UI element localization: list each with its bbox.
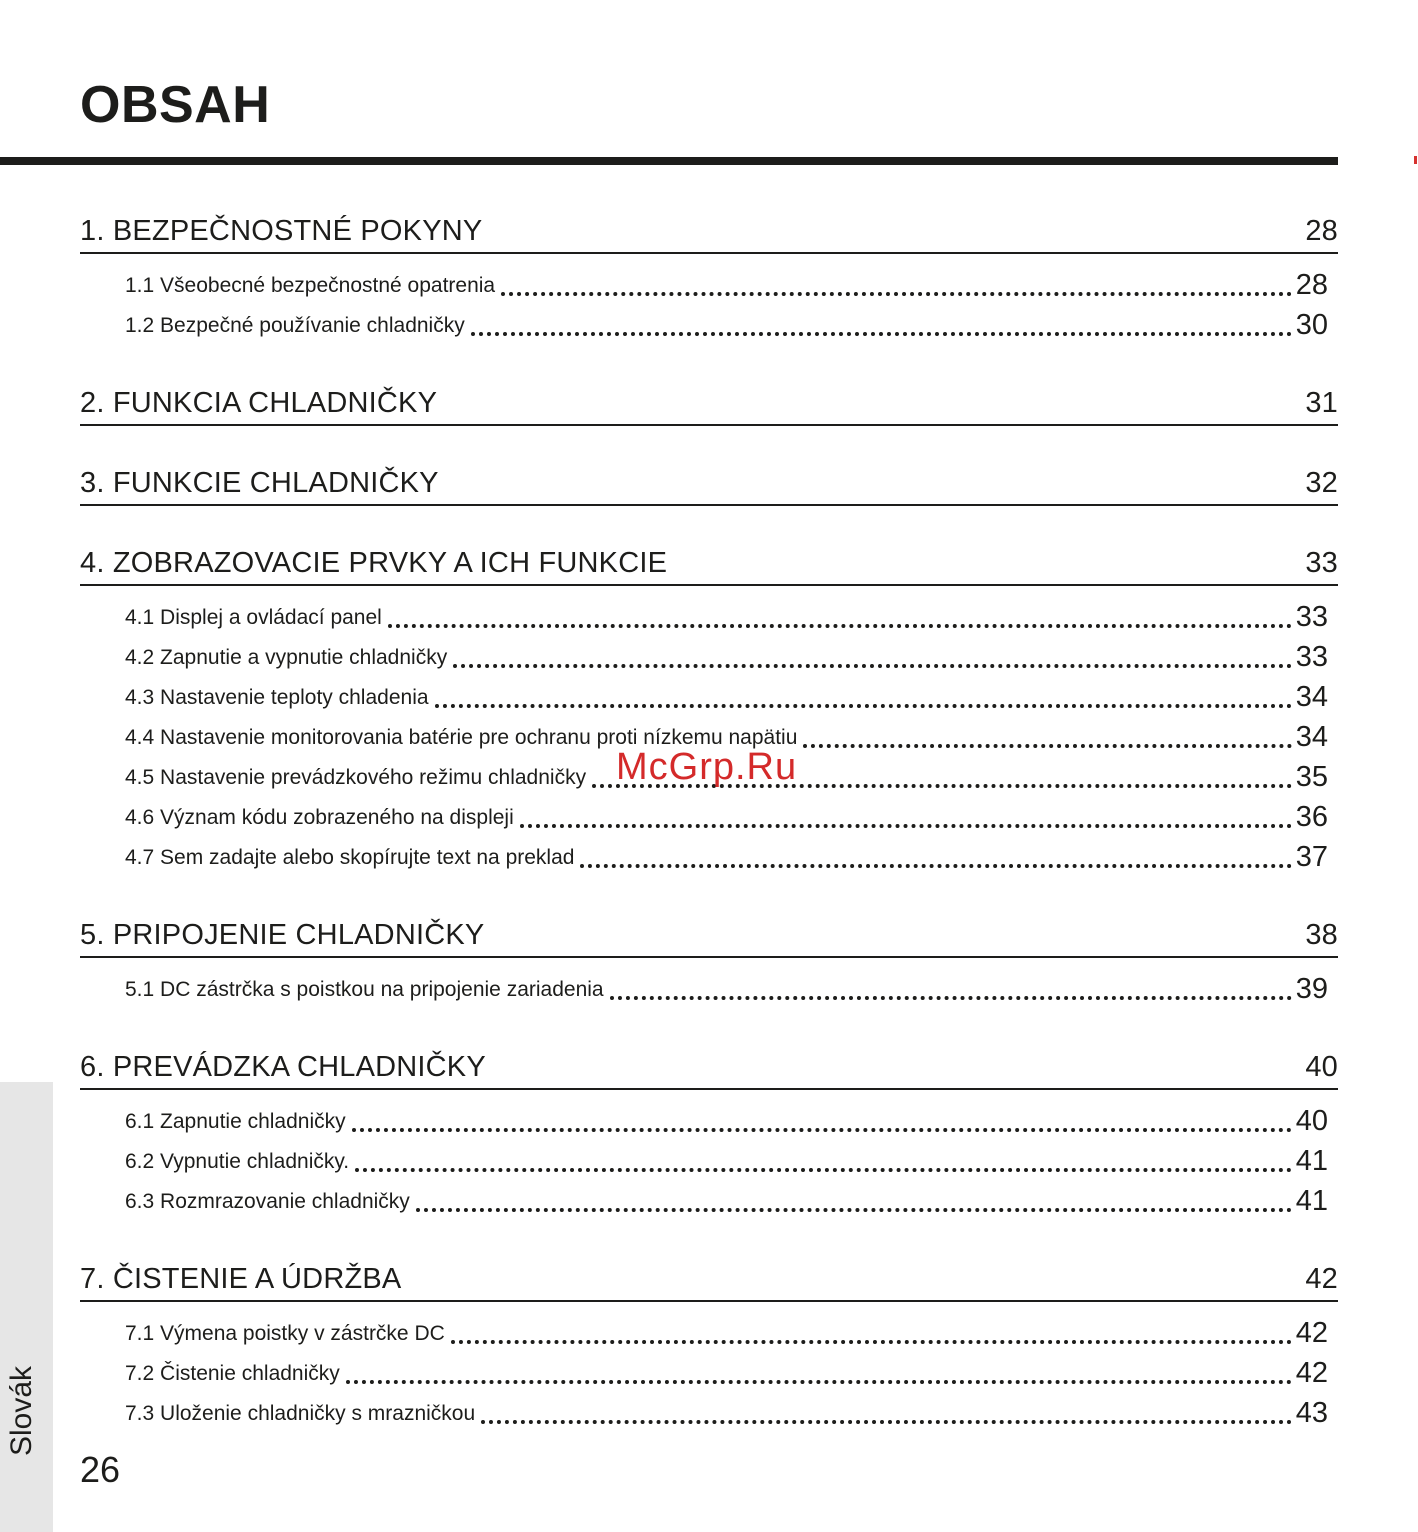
toc-section	[80, 452, 1338, 522]
section-page-number: 32	[1305, 467, 1338, 499]
section-page-number: 42	[1305, 1263, 1338, 1295]
section-spacer	[80, 426, 1338, 442]
subsection-title: 4.2 Zapnutie a vypnutie chladničky	[125, 646, 448, 669]
section-heading[interactable]	[80, 904, 1338, 958]
subsection-entry[interactable]	[125, 1100, 1328, 1140]
subsection-entry[interactable]	[125, 1392, 1328, 1432]
dot-leader	[435, 704, 1292, 708]
dot-leader	[388, 624, 1292, 628]
subsection-title: 1.1 Všeobecné bezpečnostné opatrenia	[125, 274, 496, 297]
section-spacer	[80, 506, 1338, 522]
dot-leader	[355, 1168, 1292, 1172]
subsection-entry[interactable]	[125, 968, 1328, 1008]
section-heading[interactable]	[80, 200, 1338, 254]
subsection-page-number: 41	[1295, 1145, 1328, 1177]
subsection-title: 7.1 Výmena poistky v zástrčke DC	[125, 1322, 445, 1345]
section-heading[interactable]	[80, 1036, 1338, 1090]
dot-leader	[352, 1128, 1292, 1132]
toc-section	[80, 904, 1338, 1026]
subsection-entry[interactable]	[125, 304, 1328, 344]
watermark: McGrp.Ru	[616, 746, 798, 788]
subsection-entry[interactable]	[125, 1312, 1328, 1352]
toc-section	[80, 200, 1338, 362]
subsection-list	[80, 968, 1338, 1026]
subsection-page-number: 36	[1295, 801, 1328, 833]
subsection-title: 7.2 Čistenie chladničky	[125, 1362, 340, 1385]
subsection-page-number: 28	[1295, 269, 1328, 301]
subsection-page-number: 41	[1295, 1185, 1328, 1217]
subsection-title: 1.2 Bezpečné používanie chladničky	[125, 314, 465, 337]
subsection-title: 4.3 Nastavenie teploty chladenia	[125, 686, 429, 709]
subsection-title: 4.1 Displej a ovládací panel	[125, 606, 382, 629]
dot-leader	[416, 1208, 1292, 1212]
page-title: OBSAH	[80, 76, 271, 134]
section-title: 5. PRIPOJENIE CHLADNIČKY	[80, 919, 485, 951]
section-title: 1. BEZPEČNOSTNÉ POKYNY	[80, 215, 483, 247]
subsection-title: 4.6 Význam kódu zobrazeného na displeji	[125, 806, 514, 829]
subsection-entry[interactable]	[125, 1180, 1328, 1220]
subsection-title: 7.3 Uloženie chladničky s mrazničkou	[125, 1402, 476, 1425]
section-heading[interactable]	[80, 532, 1338, 586]
section-page-number: 28	[1305, 215, 1338, 247]
subsection-title: 6.1 Zapnutie chladničky	[125, 1110, 346, 1133]
section-title: 4. ZOBRAZOVACIE PRVKY A ICH FUNKCIE	[80, 547, 668, 579]
subsection-page-number: 33	[1295, 601, 1328, 633]
subsection-page-number: 35	[1295, 761, 1328, 793]
toc-section	[80, 1036, 1338, 1238]
dot-leader	[580, 864, 1291, 868]
section-page-number: 38	[1305, 919, 1338, 951]
dot-leader	[451, 1340, 1292, 1344]
toc-section	[80, 1248, 1338, 1450]
section-title: 3. FUNKCIE CHLADNIČKY	[80, 467, 439, 499]
toc-section	[80, 372, 1338, 442]
subsection-entry[interactable]	[125, 596, 1328, 636]
subsection-page-number: 39	[1295, 973, 1328, 1005]
toc-section	[80, 532, 1338, 894]
language-tab	[0, 1082, 53, 1532]
section-page-number: 40	[1305, 1051, 1338, 1083]
subsection-list	[80, 1312, 1338, 1450]
subsection-entry[interactable]	[125, 796, 1328, 836]
subsection-list	[80, 264, 1338, 362]
subsection-title: 4.4 Nastavenie monitorovania batérie pre ochranu proti nízkemu napätiu	[125, 726, 798, 749]
section-title: 6. PREVÁDZKA CHLADNIČKY	[80, 1051, 486, 1083]
subsection-page-number: 34	[1295, 721, 1328, 753]
subsection-title: 4.5 Nastavenie prevádzkového režimu chladničky	[125, 766, 587, 789]
subsection-page-number: 42	[1295, 1357, 1328, 1389]
subsection-page-number: 34	[1295, 681, 1328, 713]
page-number: 26	[80, 1449, 121, 1490]
subsection-title: 4.7 Sem zadajte alebo skopírujte text na preklad	[125, 846, 575, 869]
subsection-page-number: 43	[1295, 1397, 1328, 1429]
dot-leader	[501, 292, 1292, 296]
edge-mark	[1414, 156, 1417, 164]
dot-leader	[471, 332, 1292, 336]
subsection-page-number: 33	[1295, 641, 1328, 673]
subsection-page-number: 30	[1295, 309, 1328, 341]
dot-leader	[520, 824, 1292, 828]
section-title: 2. FUNKCIA CHLADNIČKY	[80, 387, 438, 419]
subsection-page-number: 42	[1295, 1317, 1328, 1349]
subsection-page-number: 37	[1295, 841, 1328, 873]
section-page-number: 31	[1305, 387, 1338, 419]
subsection-title: 6.2 Vypnutie chladničky.	[125, 1150, 350, 1173]
dot-leader	[453, 664, 1292, 668]
section-page-number: 33	[1305, 547, 1338, 579]
title-divider	[0, 157, 1338, 165]
subsection-list	[80, 1100, 1338, 1238]
subsection-list	[80, 596, 1338, 894]
subsection-entry[interactable]	[125, 264, 1328, 304]
table-of-contents	[80, 200, 1338, 1460]
section-heading[interactable]	[80, 452, 1338, 506]
dot-leader	[346, 1380, 1292, 1384]
subsection-title: 5.1 DC zástrčka s poistkou na pripojenie zariadenia	[125, 978, 604, 1001]
subsection-entry[interactable]	[125, 1352, 1328, 1392]
subsection-entry[interactable]	[125, 1140, 1328, 1180]
subsection-page-number: 40	[1295, 1105, 1328, 1137]
subsection-title: 6.3 Rozmrazovanie chladničky	[125, 1190, 410, 1213]
dot-leader	[803, 744, 1291, 748]
language-label: Slovák	[5, 1365, 38, 1456]
subsection-entry[interactable]	[125, 636, 1328, 676]
subsection-entry[interactable]	[125, 836, 1328, 876]
section-title: 7. ČISTENIE A ÚDRŽBA	[80, 1263, 402, 1295]
dot-leader	[481, 1420, 1292, 1424]
section-heading[interactable]	[80, 372, 1338, 426]
section-heading[interactable]	[80, 1248, 1338, 1302]
subsection-entry[interactable]	[125, 676, 1328, 716]
dot-leader	[610, 996, 1292, 1000]
